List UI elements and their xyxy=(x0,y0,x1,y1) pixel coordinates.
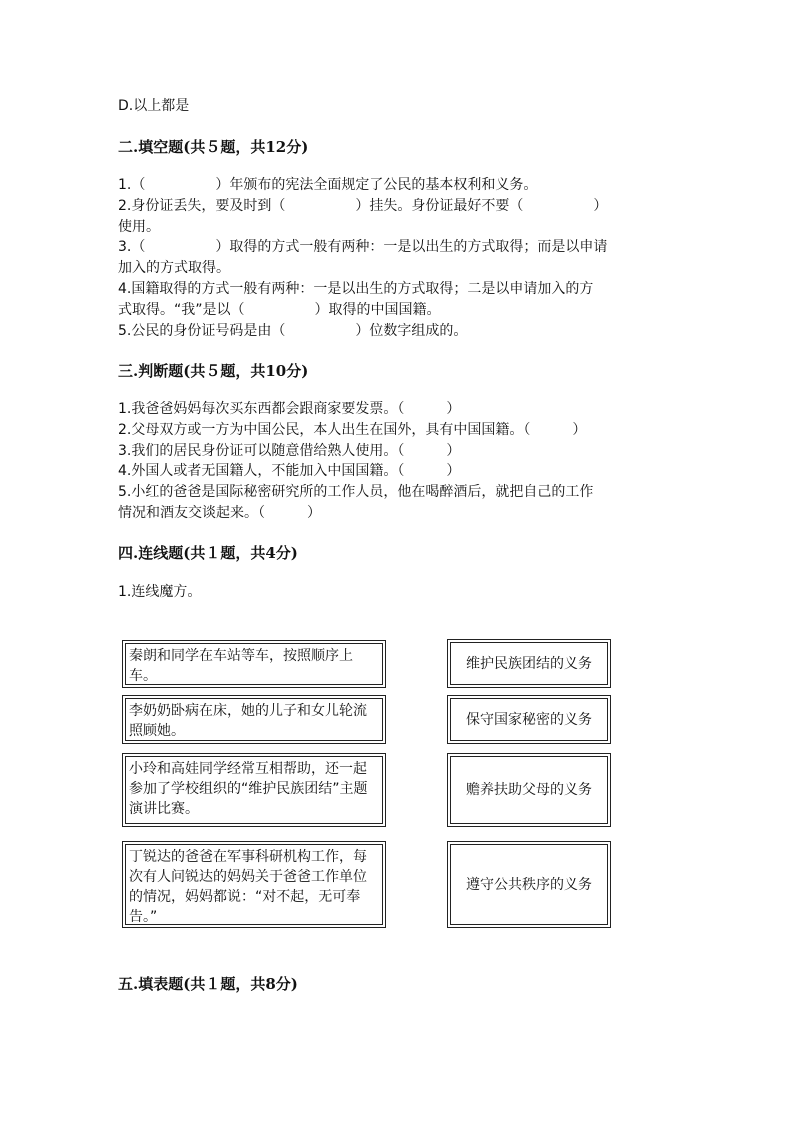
fill-in-line: 式取得。“我”是以（ ）取得的中国国籍。 xyxy=(118,302,441,318)
section-table-title: 五.填表题(共１题，共8分) xyxy=(118,975,298,993)
matching-left-text: 李奶奶卧病在床，她的儿子和女儿轮流照顾她。 xyxy=(125,698,383,741)
matching-right-text: 维护民族团结的义务 xyxy=(450,642,608,685)
judgment-line: 2.父母双方或一方为中国公民，本人出生在国外，具有中国国籍。（ ） xyxy=(118,422,587,438)
matching-right-item-1[interactable] xyxy=(447,639,611,688)
judgment-line: 3.我们的居民身份证可以随意借给熟人使用。（ ） xyxy=(118,443,461,459)
section-matching-title: 四.连线题(共１题，共4分) xyxy=(118,544,298,562)
matching-question: 1.连线魔方。 xyxy=(118,584,202,600)
matching-right-text: 赡养扶助父母的义务 xyxy=(450,756,608,824)
fill-in-line: 4.国籍取得的方式一般有两种：一是以出生的方式取得；二是以申请加入的方 xyxy=(118,281,594,297)
judgment-line: 4.外国人或者无国籍人，不能加入中国国籍。（ ） xyxy=(118,463,461,479)
matching-right-item-2[interactable] xyxy=(447,695,611,744)
fill-in-line: 1.（ ）年颁布的宪法全面规定了公民的基本权利和义务。 xyxy=(118,177,538,193)
matching-right-item-4[interactable] xyxy=(447,841,611,928)
judgment-line: 5.小红的爸爸是国际秘密研究所的工作人员，他在喝醉酒后，就把自己的工作 xyxy=(118,484,594,500)
section-fill-in-title: 二.填空题(共５题，共12分) xyxy=(118,138,309,156)
matching-left-text: 秦朗和同学在车站等车，按照顺序上车。 xyxy=(125,643,383,685)
matching-right-text: 保守国家秘密的义务 xyxy=(450,698,608,741)
matching-left-item-4[interactable] xyxy=(122,841,386,928)
judgment-line: 情况和酒友交谈起来。（ ） xyxy=(118,505,321,521)
matching-left-text: 丁锐达的爸爸在军事科研机构工作，每次有人问锐达的妈妈关于爸爸工作单位的情况，妈妈都说：“对不起，无可奉告。” xyxy=(125,844,383,925)
fill-in-line: 5.公民的身份证号码是由（ ）位数字组成的。 xyxy=(118,323,468,339)
option-d: D.以上都是 xyxy=(118,98,190,114)
fill-in-line: 3.（ ）取得的方式一般有两种：一是以出生的方式取得；而是以申请 xyxy=(118,239,608,255)
fill-in-line: 使用。 xyxy=(118,219,160,235)
matching-left-text: 小玲和高娃同学经常互相帮助，还一起参加了学校组织的“维护民族团结”主题演讲比赛。 xyxy=(125,756,383,824)
section-judgment-title: 三.判断题(共５题，共10分) xyxy=(118,362,309,380)
matching-left-item-1[interactable] xyxy=(122,640,386,688)
matching-left-item-2[interactable] xyxy=(122,695,386,744)
matching-right-item-3[interactable] xyxy=(447,753,611,827)
matching-left-item-3[interactable] xyxy=(122,753,386,827)
fill-in-line: 2.身份证丢失，要及时到（ ）挂失。身份证最好不要（ ） xyxy=(118,198,608,214)
fill-in-line: 加入的方式取得。 xyxy=(118,260,230,276)
matching-right-text: 遵守公共秩序的义务 xyxy=(450,844,608,925)
judgment-line: 1.我爸爸妈妈每次买东西都会跟商家要发票。（ ） xyxy=(118,401,461,417)
